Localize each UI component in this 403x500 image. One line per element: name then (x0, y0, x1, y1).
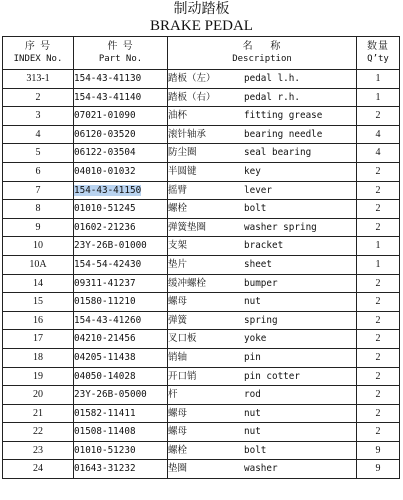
part-number-text: 23Y-26B-01000 (74, 240, 147, 252)
description-english: seal bearing (244, 147, 312, 159)
description-cell (168, 293, 357, 312)
part-number-cell (74, 181, 168, 200)
qty-header-en: Q’ty (367, 54, 389, 64)
table-row (3, 237, 400, 256)
description-cell (168, 200, 357, 219)
description-chinese: 螺母 (168, 426, 188, 438)
index-cell: 18 (3, 348, 74, 367)
table-row (3, 330, 400, 349)
index-cell: 14 (3, 274, 74, 293)
table-row (3, 441, 400, 460)
index-cell: 21 (3, 404, 74, 423)
part-number-text: 04210-21456 (74, 333, 136, 345)
part-number-cell (74, 367, 168, 386)
description-cell (168, 330, 357, 349)
description-english: nut (244, 407, 261, 419)
table-row (3, 218, 400, 237)
part-number-cell (74, 423, 168, 442)
index-header-en: INDEX No. (13, 54, 63, 64)
part-number-cell (74, 218, 168, 237)
description-chinese: 杆 (168, 389, 178, 401)
index-cell: 5 (3, 144, 74, 163)
part-number-text: 01508-11408 (74, 426, 136, 438)
index-cell: 20 (3, 386, 74, 405)
description-cell (168, 237, 357, 256)
description-english: bolt (244, 203, 267, 215)
part-number-text: 01582-11411 (74, 407, 136, 419)
quantity-cell: 2 (357, 218, 400, 237)
description-chinese: 垫圈 (168, 463, 188, 475)
description-chinese: 螺栓 (168, 444, 188, 456)
description-english: sheet (244, 258, 272, 270)
quantity-cell: 2 (357, 348, 400, 367)
part-number-cell (74, 311, 168, 330)
page-title-english: BRAKE PEDAL (150, 18, 253, 34)
column-header-quantity (357, 37, 400, 70)
part-number-cell (74, 404, 168, 423)
description-cell (168, 386, 357, 405)
index-cell: 6 (3, 162, 74, 181)
index-cell: 23 (3, 441, 74, 460)
description-chinese: 螺母 (168, 407, 188, 419)
part-number-text: 07021-01090 (74, 110, 136, 122)
index-cell: 3 (3, 107, 74, 126)
part-number-text: 154-54-42430 (74, 258, 142, 270)
part-number-text: 154-43-41140 (74, 91, 142, 103)
part-number-text: 01643-31232 (74, 463, 136, 475)
part-number-text: 04010-01032 (74, 165, 136, 177)
part-number-text: 154-43-41130 (74, 73, 142, 84)
table-row (3, 162, 400, 181)
desc-header-en: Description (232, 54, 292, 64)
quantity-cell: 9 (357, 460, 400, 479)
table-row (3, 423, 400, 442)
index-cell: 15 (3, 293, 74, 312)
part-number-cell (74, 274, 168, 293)
description-chinese: 开口销 (168, 370, 197, 382)
column-header-part-no (74, 37, 168, 70)
part-number-cell (74, 144, 168, 163)
quantity-cell: 2 (357, 107, 400, 126)
part-number-cell (74, 200, 168, 219)
part-number-text: 04050-14028 (74, 370, 136, 382)
description-chinese: 垫片 (168, 258, 188, 270)
description-english: pin cotter (244, 370, 300, 382)
description-chinese: 螺母 (168, 296, 188, 308)
description-chinese: 踏板（左） (168, 73, 216, 84)
index-cell: 17 (3, 330, 74, 349)
quantity-cell: 2 (357, 274, 400, 293)
parts-table (2, 36, 400, 479)
index-cell: 4 (3, 125, 74, 144)
table-row (3, 274, 400, 293)
table-header-row (3, 37, 400, 70)
description-cell (168, 218, 357, 237)
description-chinese: 踏板（右） (168, 91, 216, 103)
part-number-text: 154-43-41150 (74, 184, 142, 196)
description-english: bolt (244, 444, 267, 456)
page-title-chinese: 制动踏板 (173, 1, 230, 17)
table-row (3, 293, 400, 312)
description-chinese: 销轴 (168, 351, 188, 363)
part-number-cell (74, 386, 168, 405)
description-english: nut (244, 296, 261, 308)
quantity-cell: 1 (357, 255, 400, 274)
description-cell (168, 107, 357, 126)
part-number-cell (74, 255, 168, 274)
description-chinese: 防尘圈 (168, 147, 197, 159)
column-header-description (168, 37, 357, 70)
description-english: bumper (244, 277, 278, 289)
index-cell: 10 (3, 237, 74, 256)
quantity-cell: 2 (357, 386, 400, 405)
table-row (3, 107, 400, 126)
part-number-text: 04205-11438 (74, 351, 136, 363)
description-cell (168, 144, 357, 163)
part-number-cell (74, 125, 168, 144)
quantity-cell: 9 (357, 441, 400, 460)
description-chinese: 缓冲螺栓 (168, 277, 207, 289)
index-cell: 24 (3, 460, 74, 479)
description-english: spring (244, 314, 278, 326)
description-cell (168, 70, 357, 89)
part-number-cell (74, 237, 168, 256)
part-number-cell (74, 441, 168, 460)
part-number-text: 01010-51245 (74, 203, 136, 215)
part-number-text: 154-43-41260 (74, 314, 142, 326)
table-row (3, 125, 400, 144)
description-cell (168, 255, 357, 274)
description-chinese: 叉口板 (168, 333, 197, 345)
part-number-cell (74, 293, 168, 312)
table-row (3, 70, 400, 89)
quantity-cell: 1 (357, 88, 400, 107)
part-number-cell (74, 107, 168, 126)
quantity-cell: 4 (357, 125, 400, 144)
index-cell: 313-1 (3, 70, 74, 89)
part-number-cell (74, 162, 168, 181)
description-english: yoke (244, 333, 267, 345)
part-number-text: 09311-41237 (74, 277, 136, 289)
table-row (3, 200, 400, 219)
table-row (3, 181, 400, 200)
description-cell (168, 181, 357, 200)
index-cell: 16 (3, 311, 74, 330)
parts-table-body (3, 70, 400, 479)
description-chinese: 摇臂 (168, 184, 188, 196)
description-english: pin (244, 351, 261, 363)
table-row (3, 88, 400, 107)
index-cell: 10A (3, 255, 74, 274)
part-number-cell (74, 348, 168, 367)
part-number-text: 01580-11210 (74, 296, 136, 308)
part-number-text: 23Y-26B-05000 (74, 389, 147, 401)
description-english: bracket (244, 240, 284, 252)
index-cell: 7 (3, 181, 74, 200)
quantity-cell: 1 (357, 237, 400, 256)
table-row (3, 348, 400, 367)
description-cell (168, 311, 357, 330)
quantity-cell: 2 (357, 162, 400, 181)
table-row (3, 367, 400, 386)
part-number-cell (74, 88, 168, 107)
table-row (3, 404, 400, 423)
description-chinese: 弹簧 (168, 314, 188, 326)
description-english: lever (244, 184, 272, 196)
quantity-cell: 2 (357, 293, 400, 312)
quantity-cell: 2 (357, 330, 400, 349)
description-english: washer spring (244, 221, 317, 233)
index-cell: 9 (3, 218, 74, 237)
description-english: pedal r.h. (244, 91, 300, 103)
quantity-cell: 4 (357, 144, 400, 163)
part-number-text: 06122-03504 (74, 147, 136, 159)
description-cell (168, 441, 357, 460)
description-english: nut (244, 426, 261, 438)
description-english: rod (244, 389, 261, 401)
table-row (3, 255, 400, 274)
quantity-cell: 2 (357, 200, 400, 219)
quantity-cell: 2 (357, 423, 400, 442)
description-english: washer (244, 463, 278, 475)
description-cell (168, 162, 357, 181)
table-row (3, 144, 400, 163)
index-cell: 2 (3, 88, 74, 107)
part-number-cell (74, 70, 168, 89)
table-row (3, 386, 400, 405)
quantity-cell: 2 (357, 367, 400, 386)
column-header-index (3, 37, 74, 70)
quantity-cell: 2 (357, 311, 400, 330)
part-number-text: 06120-03520 (74, 128, 136, 140)
table-row (3, 460, 400, 479)
quantity-cell: 2 (357, 181, 400, 200)
part-header-en: Part No. (98, 54, 143, 64)
index-cell: 22 (3, 423, 74, 442)
qty-header-cn: 数量 (367, 41, 389, 52)
quantity-cell: 2 (357, 404, 400, 423)
desc-header-cn: 名 称 (242, 41, 282, 52)
description-chinese: 油杯 (168, 110, 188, 122)
description-cell (168, 404, 357, 423)
description-cell (168, 423, 357, 442)
description-english: bearing needle (244, 128, 323, 140)
table-row (3, 311, 400, 330)
description-english: fitting grease (244, 110, 323, 122)
index-header-cn: 序 号 (24, 41, 52, 52)
part-header-cn: 件 号 (107, 41, 134, 52)
index-cell: 19 (3, 367, 74, 386)
part-number-text: 01010-51230 (74, 444, 136, 456)
description-english: key (244, 165, 261, 177)
quantity-cell: 1 (357, 70, 400, 89)
description-chinese: 滚针轴承 (168, 128, 207, 140)
description-cell (168, 125, 357, 144)
description-cell (168, 460, 357, 479)
description-cell (168, 274, 357, 293)
description-chinese: 螺栓 (168, 203, 188, 215)
description-english: pedal l.h. (244, 73, 300, 84)
description-chinese: 弹簧垫圈 (168, 221, 207, 233)
description-cell (168, 88, 357, 107)
description-chinese: 支架 (168, 240, 188, 252)
part-number-cell (74, 460, 168, 479)
index-cell: 8 (3, 200, 74, 219)
description-cell (168, 367, 357, 386)
description-cell (168, 348, 357, 367)
part-number-text: 01602-21236 (74, 221, 136, 233)
description-chinese: 半圆键 (168, 165, 197, 177)
part-number-cell (74, 330, 168, 349)
